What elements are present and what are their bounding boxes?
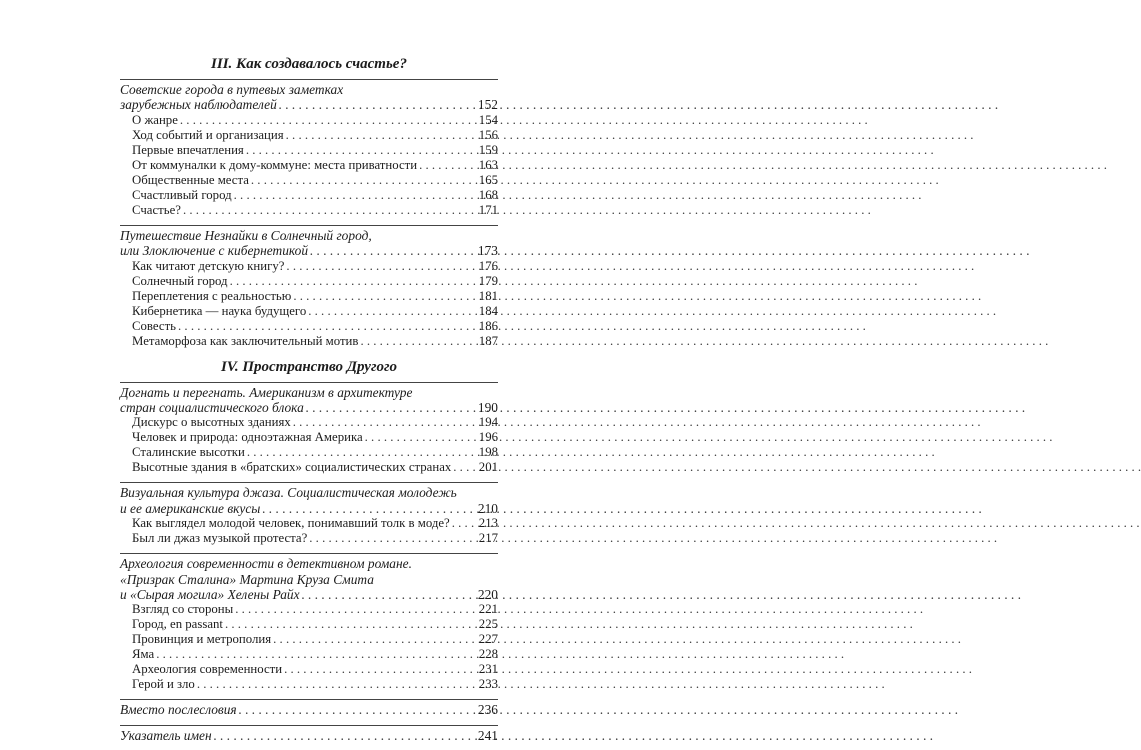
subsection-title: Солнечный город: [132, 273, 228, 288]
page-number: 210: [477, 500, 498, 516]
subsection-title: Общественные места: [132, 172, 249, 187]
leader-dots: [291, 289, 476, 304]
subsection-item: [120, 289, 498, 304]
leader-dots: [307, 531, 476, 546]
chapter-title-line: Археология современности в детективном романе.: [120, 556, 412, 572]
page-number: 217: [478, 531, 498, 546]
leader-dots: [233, 602, 476, 617]
subsection-title: О жанре: [132, 112, 178, 127]
subsection-list: [120, 516, 498, 546]
page-number: 190: [477, 400, 498, 416]
chapter-title-line: и ее американские вкусы: [120, 500, 261, 516]
leader-dots: [228, 274, 476, 289]
page-number: 163: [478, 157, 498, 172]
subsection-title: Высотные здания в «братских» социалистических странах: [132, 460, 452, 475]
subsection-item: [120, 143, 498, 158]
subsection-item: [120, 304, 498, 319]
chapter-title-line: Визуальная культура джаза. Социалистическая молодежь: [120, 485, 457, 501]
subsection-item: [120, 334, 498, 349]
chapter-heading: [120, 485, 498, 516]
subsection-item: [120, 647, 498, 662]
chapter-entry: [120, 79, 498, 218]
page-number: 187: [478, 333, 498, 348]
leader-dots: [176, 319, 476, 334]
chapter-title-line: зарубежных наблюдателей: [120, 97, 277, 113]
chapter-title-line: «Призрак Сталина» Мартина Круза Смита: [120, 571, 374, 587]
leader-dots: [291, 415, 476, 430]
subsection-list: [120, 415, 498, 475]
subsection-item: [120, 188, 498, 203]
table-of-contents: [120, 55, 498, 750]
leader-dots: [304, 400, 476, 415]
leader-dots: [260, 501, 476, 516]
leader-dots: [417, 158, 476, 173]
part-title: III. Как создавалось счастье?: [211, 56, 407, 72]
subsection-title: Кибернетика — наука будущего: [132, 303, 307, 318]
page-number: 225: [478, 617, 498, 632]
subsection-item: [120, 516, 498, 531]
page-number: 152: [477, 97, 498, 113]
leader-dots: [223, 617, 476, 632]
page-number: 159: [478, 142, 498, 157]
page-number: 233: [478, 677, 498, 692]
subsection-item: [120, 259, 498, 274]
subsection-title: Как читают детскую книгу?: [132, 258, 285, 273]
subsection-item: [120, 128, 498, 143]
chapter-heading: [120, 82, 498, 113]
chapter-entry: [120, 225, 498, 349]
page-number: 201: [478, 460, 498, 475]
page-number: 181: [478, 288, 498, 303]
page-number: 176: [478, 258, 498, 273]
page-number: 186: [478, 318, 498, 333]
chapter-title-row: [120, 97, 498, 112]
leader-dots: [271, 632, 476, 647]
page-number: 165: [478, 172, 498, 187]
subsection-title: Как выглядел молодой человек, понимавший толк в моде?: [132, 516, 450, 531]
leader-dots: [363, 430, 476, 445]
page-number: 154: [478, 112, 498, 127]
subsection-item: [120, 274, 498, 289]
page-number: 196: [478, 430, 498, 445]
leader-dots: [450, 516, 476, 531]
subsection-title: Город, en passant: [132, 617, 223, 632]
page-number: 168: [478, 187, 498, 202]
leader-dots: [178, 113, 476, 128]
leader-dots: [306, 304, 476, 319]
subsection-item: [120, 203, 498, 218]
leader-dots: [237, 702, 476, 717]
page-number: 156: [478, 127, 498, 142]
chapter-heading: [120, 556, 498, 602]
subsection-item: [120, 677, 498, 692]
chapter-title-line: или Злоключение с кибернетикой: [120, 243, 309, 259]
leader-dots: [358, 334, 476, 349]
subsection-title: Провинция и метрополия: [132, 632, 272, 647]
leader-dots: [195, 677, 476, 692]
leader-dots: [282, 662, 476, 677]
chapter-entry: [120, 382, 498, 476]
subsection-item: [120, 445, 498, 460]
part-title: IV. Пространство Другого: [220, 358, 398, 375]
subsection-item: [120, 415, 498, 430]
page-number: 236: [477, 702, 498, 718]
leader-dots: [308, 243, 476, 258]
page-number: 228: [478, 647, 498, 662]
chapter-entry: [120, 553, 498, 692]
subsection-item: [120, 173, 498, 188]
chapter-title-line: стран социалистического блока: [120, 400, 304, 416]
chapter-title-line: Указатель имен: [120, 727, 212, 743]
subsection-item: [120, 158, 498, 173]
leader-dots: [154, 647, 476, 662]
chapter-title-row: [120, 243, 498, 258]
chapter-heading: [120, 702, 498, 717]
subsection-title: Был ли джаз музыкой протеста?: [132, 531, 308, 546]
page-number: 221: [478, 602, 498, 617]
chapter-title-row: [120, 501, 498, 516]
subsection-item: [120, 602, 498, 617]
subsection-title: Яма: [132, 647, 155, 662]
chapter-title-row: [120, 728, 498, 743]
chapter-heading: [120, 385, 498, 416]
subsection-item: [120, 662, 498, 677]
subsection-title: Человек и природа: одноэтажная Америка: [132, 430, 363, 445]
subsection-item: [120, 113, 498, 128]
subsection-list: [120, 113, 498, 218]
leader-dots: [212, 728, 476, 743]
page-number: 198: [478, 445, 498, 460]
subsection-title: Совесть: [132, 318, 177, 333]
page-number: 179: [478, 273, 498, 288]
page-number: 173: [477, 243, 498, 259]
subsection-item: [120, 430, 498, 445]
subsection-title: Метаморфоза как заключительный мотив: [132, 333, 359, 348]
subsection-title: Переплетения с реальностью: [132, 288, 292, 303]
chapter-title-line: Догнать и перегнать. Американизм в архитектуре: [120, 384, 413, 400]
subsection-title: Ход событий и организация: [132, 127, 284, 142]
chapter-heading: [120, 728, 498, 743]
page-number: 194: [478, 415, 498, 430]
subsection-title: От коммуналки к дому-коммуне: места приватности: [132, 157, 418, 172]
chapter-entry: [120, 699, 498, 717]
subsection-title: Археология современности: [132, 662, 283, 677]
page-number: 227: [478, 632, 498, 647]
leader-dots: [300, 587, 476, 602]
chapter-title-row: [120, 587, 498, 602]
subsection-title: Счастливый город: [132, 187, 232, 202]
chapter-title-row: [120, 400, 498, 415]
leader-dots: [277, 97, 476, 112]
chapter-heading: [120, 228, 498, 259]
subsection-item: [120, 632, 498, 647]
leader-dots: [451, 460, 476, 475]
chapter-entry: [120, 482, 498, 546]
page-number: 220: [477, 587, 498, 603]
subsection-item: [120, 617, 498, 632]
page-number: 241: [477, 727, 498, 743]
subsection-title: Сталинские высотки: [132, 445, 245, 460]
chapter-title-line: и «Сырая могила» Хелены Райх: [120, 587, 300, 603]
leader-dots: [284, 259, 476, 274]
chapter-title-line: Советские города в путевых заметках: [120, 82, 344, 97]
leader-dots: [245, 445, 476, 460]
chapter-title-line: Вместо послесловия: [120, 702, 237, 718]
subsection-title: Дискурс о высотных зданиях: [132, 415, 291, 430]
leader-dots: [232, 188, 476, 203]
chapter-title-line: Путешествие Незнайки в Солнечный город,: [120, 227, 372, 243]
subsection-title: Герой и зло: [132, 677, 195, 692]
subsection-title: Первые впечатления: [132, 142, 244, 157]
page-number: 231: [478, 662, 498, 677]
subsection-list: [120, 602, 498, 692]
subsection-list: [120, 259, 498, 349]
subsection-item: [120, 319, 498, 334]
leader-dots: [249, 173, 476, 188]
leader-dots: [284, 128, 476, 143]
subsection-item: [120, 531, 498, 546]
page-number: 213: [478, 516, 498, 531]
leader-dots: [181, 203, 476, 218]
chapter-entry: [120, 725, 498, 743]
page-number: 171: [478, 202, 498, 217]
page-number: 184: [478, 303, 498, 318]
subsection-title: Счастье?: [132, 202, 181, 217]
subsection-title: Взгляд со стороны: [132, 602, 234, 617]
chapter-title-row: [120, 702, 498, 717]
leader-dots: [244, 143, 476, 158]
subsection-item: [120, 460, 498, 475]
